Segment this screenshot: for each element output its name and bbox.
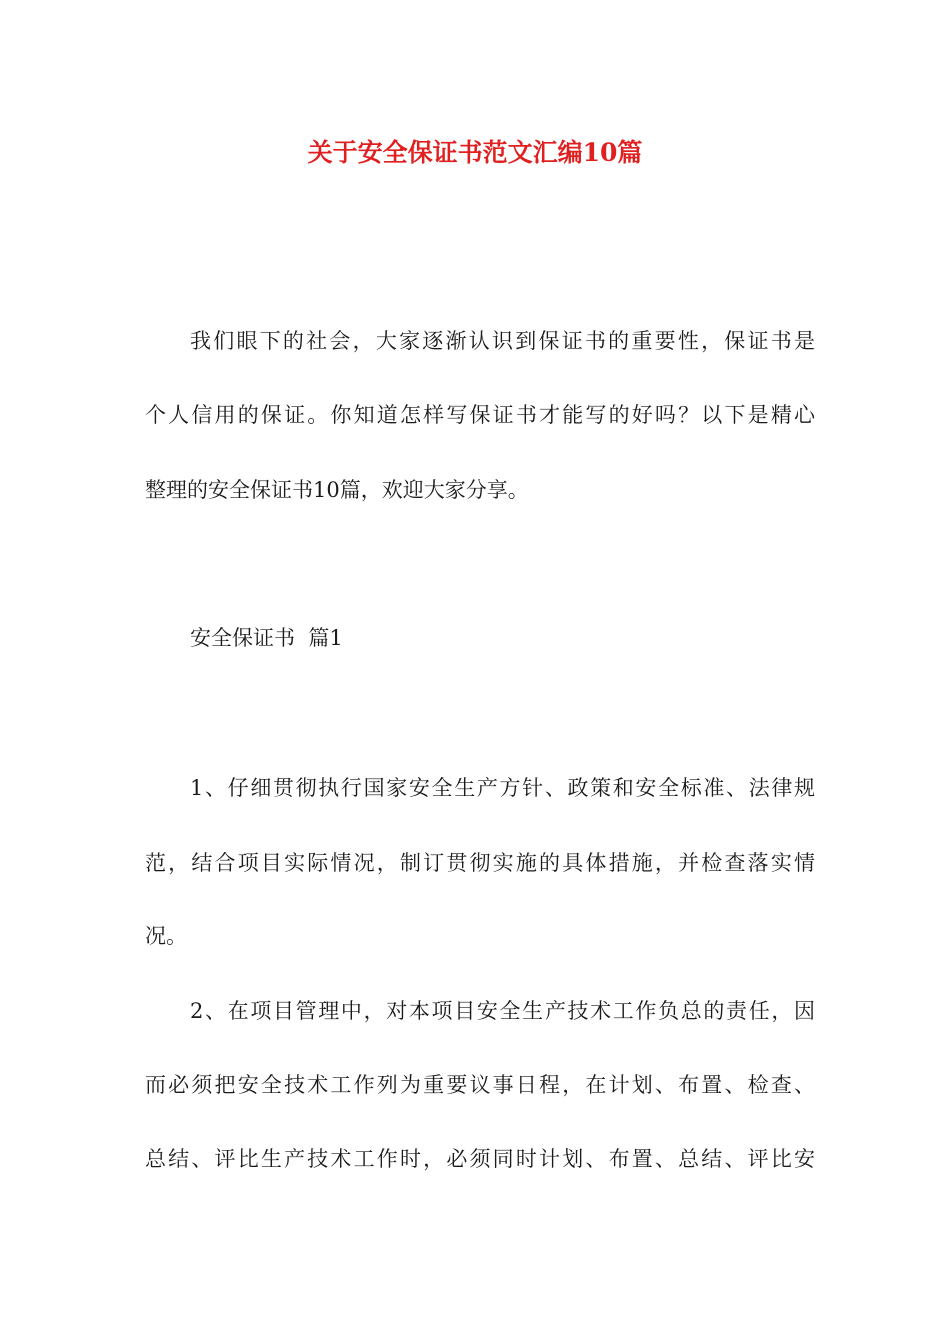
section-heading: 安全保证书 篇1 xyxy=(190,626,343,650)
intro-line-1: 我们眼下的社会，大家逐渐认识到保证书的重要性，保证书是 xyxy=(190,329,815,353)
item1-line-3: 况。 xyxy=(145,924,187,948)
item2-line-3: 总结、评比生产技术工作时，必须同时计划、布置、总结、评比安 xyxy=(145,1147,815,1171)
item2-line-1: 2、在项目管理中，对本项目安全生产技术工作负总的责任，因 xyxy=(190,999,815,1023)
item1-line-2: 范，结合项目实际情况，制订贯彻实施的具体措施，并检查落实情 xyxy=(145,851,815,875)
intro-line-2: 个人信用的保证。你知道怎样写保证书才能写的好吗？以下是精心 xyxy=(145,403,815,427)
document-title: 关于安全保证书范文汇编10篇 xyxy=(307,138,643,167)
intro-line-3: 整理的安全保证书10篇，欢迎大家分享。 xyxy=(145,478,529,502)
item2-line-2: 而必须把安全技术工作列为重要议事日程，在计划、布置、检查、 xyxy=(145,1073,815,1097)
item1-line-1: 1、仔细贯彻执行国家安全生产方针、政策和安全标准、法律规 xyxy=(190,776,815,800)
